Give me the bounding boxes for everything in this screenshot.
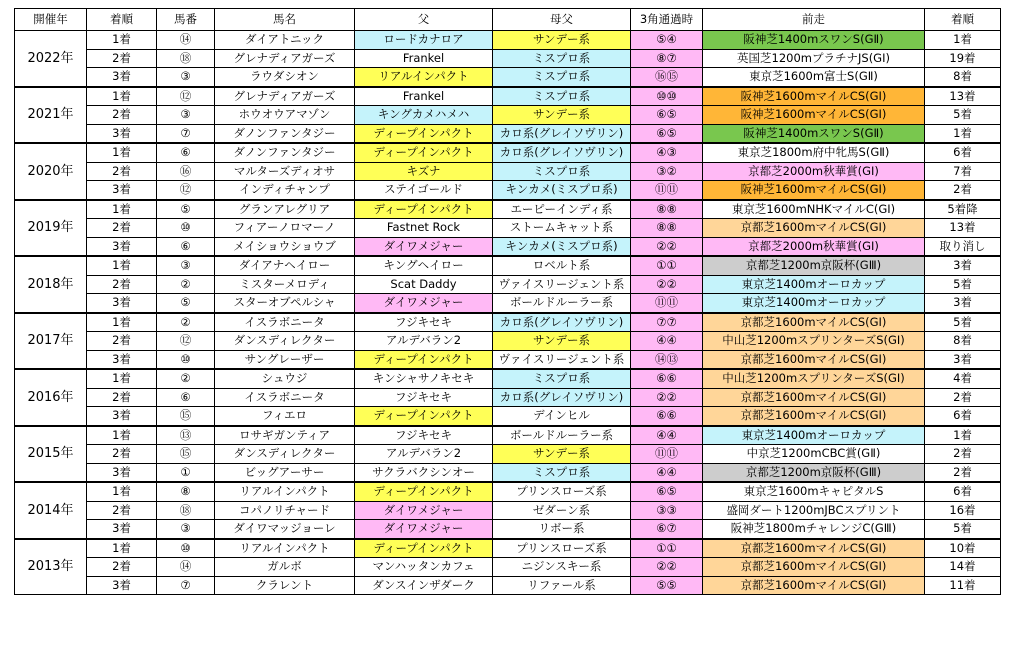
table-row <box>15 332 1001 351</box>
previous-rank-cell: 13着 <box>925 87 1001 106</box>
sire-cell: ディープインパクト <box>355 350 493 369</box>
previous-rank-cell: 11着 <box>925 576 1001 595</box>
dam-sire-cell: ゼダーン系 <box>493 501 631 520</box>
previous-race-cell: 阪神芝1800mチャレンジC(GⅢ) <box>703 520 925 539</box>
horse-number-cell: ② <box>157 313 215 332</box>
horse-number-cell: ⑧ <box>157 482 215 501</box>
dam-sire-cell: プリンスローズ系 <box>493 539 631 558</box>
corner-position-cell: ④③ <box>631 143 703 162</box>
sire-cell: ダンスインザダーク <box>355 576 493 595</box>
sire-cell: ダイワメジャー <box>355 294 493 313</box>
table-row <box>15 219 1001 238</box>
rank-cell: 2着 <box>87 219 157 238</box>
rank-cell: 3着 <box>87 576 157 595</box>
previous-race-cell: 京都芝1600mマイルCS(GⅠ) <box>703 313 925 332</box>
corner-position-cell: ⑥⑤ <box>631 482 703 501</box>
horse-number-cell: ② <box>157 369 215 388</box>
horse-name-cell: リアルインパクト <box>215 482 355 501</box>
sire-cell: キングヘイロー <box>355 256 493 275</box>
table-row <box>15 426 1001 445</box>
dam-sire-cell: ミスプロ系 <box>493 162 631 181</box>
horse-name-cell: スターオブペルシャ <box>215 294 355 313</box>
previous-rank-cell: 5着降 <box>925 200 1001 219</box>
sire-cell: アルデバラン2 <box>355 332 493 351</box>
horse-name-cell: ラウダシオン <box>215 68 355 87</box>
horse-name-cell: ビッグアーサー <box>215 463 355 482</box>
corner-position-cell: ⑯⑮ <box>631 68 703 87</box>
previous-race-cell: 京都芝1600mマイルCS(GⅠ) <box>703 407 925 426</box>
year-cell: 2017年 <box>15 313 87 370</box>
horse-name-cell: フィエロ <box>215 407 355 426</box>
rank-cell: 1着 <box>87 200 157 219</box>
horse-name-cell: インディチャンプ <box>215 181 355 200</box>
horse-name-cell: シュウジ <box>215 369 355 388</box>
year-cell: 2014年 <box>15 482 87 539</box>
previous-race-cell: 東京芝1600m富士S(GⅡ) <box>703 68 925 87</box>
table-row <box>15 237 1001 256</box>
dam-sire-cell: カロ系(グレイソヴリン) <box>493 313 631 332</box>
table-row <box>15 388 1001 407</box>
corner-position-cell: ⑥⑥ <box>631 407 703 426</box>
previous-rank-cell: 2着 <box>925 181 1001 200</box>
rank-cell: 1着 <box>87 369 157 388</box>
rank-cell: 3着 <box>87 237 157 256</box>
previous-race-cell: 英国芝1200mプラチナJS(GⅠ) <box>703 49 925 68</box>
table-row <box>15 313 1001 332</box>
corner-position-cell: ②② <box>631 237 703 256</box>
previous-rank-cell: 7着 <box>925 162 1001 181</box>
rank-cell: 2着 <box>87 558 157 577</box>
previous-race-cell: 中山芝1200mスプリンターズS(GⅠ) <box>703 332 925 351</box>
previous-rank-cell: 19着 <box>925 49 1001 68</box>
horse-name-cell: ダノンファンタジー <box>215 143 355 162</box>
previous-race-cell: 東京芝1600mNHKマイルC(GⅠ) <box>703 200 925 219</box>
table-row <box>15 124 1001 143</box>
rank-cell: 1着 <box>87 87 157 106</box>
previous-rank-cell: 3着 <box>925 256 1001 275</box>
dam-sire-cell: ミスプロ系 <box>493 87 631 106</box>
horse-name-cell: ダイアトニック <box>215 31 355 50</box>
horse-name-cell: メイショウショウブ <box>215 237 355 256</box>
sire-cell: Frankel <box>355 87 493 106</box>
corner-position-cell: ②② <box>631 275 703 294</box>
dam-sire-cell: カロ系(グレイソヴリン) <box>493 124 631 143</box>
previous-race-cell: 中京芝1200mCBC賞(GⅡ) <box>703 445 925 464</box>
corner-position-cell: ⑤④ <box>631 31 703 50</box>
sire-cell: ディープインパクト <box>355 482 493 501</box>
sire-cell: ディープインパクト <box>355 407 493 426</box>
previous-race-cell: 阪神芝1400mスワンS(GⅡ) <box>703 31 925 50</box>
sire-cell: Fastnet Rock <box>355 219 493 238</box>
previous-rank-cell: 13着 <box>925 219 1001 238</box>
previous-rank-cell: 8着 <box>925 68 1001 87</box>
horse-number-cell: ② <box>157 275 215 294</box>
sire-cell: キングカメハメハ <box>355 106 493 125</box>
rank-cell: 1着 <box>87 256 157 275</box>
year-cell: 2013年 <box>15 539 87 595</box>
previous-race-cell: 東京芝1400mオーロカップ <box>703 426 925 445</box>
previous-race-cell: 京都芝1600mマイルCS(GⅠ) <box>703 558 925 577</box>
dam-sire-cell: ミスプロ系 <box>493 369 631 388</box>
header-year: 開催年 <box>15 9 87 31</box>
sire-cell: ダイワメジャー <box>355 237 493 256</box>
dam-sire-cell: ヴァイスリージェント系 <box>493 275 631 294</box>
horse-number-cell: ① <box>157 463 215 482</box>
rank-cell: 3着 <box>87 294 157 313</box>
sire-cell: Frankel <box>355 49 493 68</box>
previous-race-cell: 阪神芝1600mマイルCS(GⅠ) <box>703 181 925 200</box>
horse-number-cell: ⑯ <box>157 162 215 181</box>
dam-sire-cell: キンカメ(ミスプロ系) <box>493 237 631 256</box>
previous-rank-cell: 6着 <box>925 407 1001 426</box>
corner-position-cell: ④④ <box>631 332 703 351</box>
table-row <box>15 256 1001 275</box>
horse-number-cell: ⑭ <box>157 31 215 50</box>
horse-name-cell: グランアレグリア <box>215 200 355 219</box>
table-row <box>15 482 1001 501</box>
corner-position-cell: ⑧⑧ <box>631 219 703 238</box>
horse-number-cell: ⑥ <box>157 143 215 162</box>
previous-race-cell: 京都芝1600mマイルCS(GⅠ) <box>703 388 925 407</box>
horse-number-cell: ③ <box>157 106 215 125</box>
sire-cell: キズナ <box>355 162 493 181</box>
previous-rank-cell: 1着 <box>925 31 1001 50</box>
results-table-wrapper <box>14 8 1001 595</box>
previous-rank-cell: 5着 <box>925 313 1001 332</box>
horse-number-cell: ⑮ <box>157 407 215 426</box>
rank-cell: 3着 <box>87 124 157 143</box>
horse-name-cell: ガルボ <box>215 558 355 577</box>
dam-sire-cell: ボールドルーラー系 <box>493 294 631 313</box>
corner-position-cell: ④④ <box>631 426 703 445</box>
horse-number-cell: ⑫ <box>157 87 215 106</box>
table-row <box>15 49 1001 68</box>
previous-race-cell: 京都芝2000m秋華賞(GⅠ) <box>703 162 925 181</box>
previous-race-cell: 阪神芝1400mスワンS(GⅡ) <box>703 124 925 143</box>
corner-position-cell: ⑪⑪ <box>631 445 703 464</box>
previous-rank-cell: 6着 <box>925 143 1001 162</box>
previous-race-cell: 盛岡ダート1200mJBCスプリント <box>703 501 925 520</box>
sire-cell: キンシャサノキセキ <box>355 369 493 388</box>
rank-cell: 3着 <box>87 350 157 369</box>
horse-number-cell: ⑥ <box>157 388 215 407</box>
horse-number-cell: ⑭ <box>157 558 215 577</box>
sire-cell: ダイワメジャー <box>355 520 493 539</box>
corner-position-cell: ③③ <box>631 501 703 520</box>
rank-cell: 1着 <box>87 31 157 50</box>
sire-cell: ダイワメジャー <box>355 501 493 520</box>
previous-rank-cell: 1着 <box>925 124 1001 143</box>
horse-name-cell: イスラボニータ <box>215 388 355 407</box>
horse-name-cell: グレナディアガーズ <box>215 87 355 106</box>
rank-cell: 1着 <box>87 426 157 445</box>
previous-rank-cell: 2着 <box>925 445 1001 464</box>
rank-cell: 3着 <box>87 520 157 539</box>
horse-number-cell: ⑦ <box>157 124 215 143</box>
rank-cell: 3着 <box>87 181 157 200</box>
previous-race-cell: 阪神芝1600mマイルCS(GⅠ) <box>703 87 925 106</box>
horse-name-cell: グレナディアガーズ <box>215 49 355 68</box>
header-row <box>15 9 1001 31</box>
corner-position-cell: ⑧⑧ <box>631 200 703 219</box>
horse-name-cell: ミスターメロディ <box>215 275 355 294</box>
sire-cell: フジキセキ <box>355 388 493 407</box>
corner-position-cell: ④④ <box>631 463 703 482</box>
sire-cell: ディープインパクト <box>355 200 493 219</box>
table-row <box>15 200 1001 219</box>
previous-race-cell: 東京芝1600mキャピタルS <box>703 482 925 501</box>
rank-cell: 2着 <box>87 275 157 294</box>
previous-rank-cell: 取り消し <box>925 237 1001 256</box>
dam-sire-cell: サンデー系 <box>493 31 631 50</box>
rank-cell: 2着 <box>87 445 157 464</box>
dam-sire-cell: サンデー系 <box>493 445 631 464</box>
rank-cell: 1着 <box>87 313 157 332</box>
previous-race-cell: 京都芝1600mマイルCS(GⅠ) <box>703 219 925 238</box>
rank-cell: 2着 <box>87 49 157 68</box>
sire-cell: サクラバクシンオー <box>355 463 493 482</box>
table-row <box>15 369 1001 388</box>
horse-name-cell: ロサギガンティア <box>215 426 355 445</box>
previous-rank-cell: 5着 <box>925 106 1001 125</box>
year-cell: 2015年 <box>15 426 87 483</box>
corner-position-cell: ③② <box>631 162 703 181</box>
corner-position-cell: ⑪⑪ <box>631 294 703 313</box>
previous-race-cell: 中山芝1200mスプリンターズS(GⅠ) <box>703 369 925 388</box>
table-row <box>15 162 1001 181</box>
corner-position-cell: ⑩⑩ <box>631 87 703 106</box>
dam-sire-cell: リボー系 <box>493 520 631 539</box>
dam-sire-cell: ロベルト系 <box>493 256 631 275</box>
header-horse-name: 馬名 <box>215 9 355 31</box>
sire-cell: フジキセキ <box>355 313 493 332</box>
sire-cell: ディープインパクト <box>355 539 493 558</box>
table-row <box>15 275 1001 294</box>
rank-cell: 1着 <box>87 539 157 558</box>
corner-position-cell: ⑧⑦ <box>631 49 703 68</box>
horse-name-cell: ダイワマッジョーレ <box>215 520 355 539</box>
sire-cell: マンハッタンカフェ <box>355 558 493 577</box>
table-row <box>15 501 1001 520</box>
previous-rank-cell: 2着 <box>925 388 1001 407</box>
corner-position-cell: ⑥⑦ <box>631 520 703 539</box>
previous-rank-cell: 5着 <box>925 275 1001 294</box>
horse-name-cell: フィアーノロマーノ <box>215 219 355 238</box>
previous-rank-cell: 4着 <box>925 369 1001 388</box>
horse-number-cell: ③ <box>157 68 215 87</box>
corner-position-cell: ⑥⑤ <box>631 124 703 143</box>
previous-race-cell: 京都芝1200m京阪杯(GⅢ) <box>703 463 925 482</box>
previous-race-cell: 東京芝1400mオーロカップ <box>703 294 925 313</box>
horse-number-cell: ⑤ <box>157 294 215 313</box>
table-row <box>15 294 1001 313</box>
table-row <box>15 31 1001 50</box>
corner-position-cell: ⑥⑤ <box>631 106 703 125</box>
rank-cell: 1着 <box>87 143 157 162</box>
rank-cell: 3着 <box>87 68 157 87</box>
table-row <box>15 181 1001 200</box>
horse-name-cell: ダンスディレクター <box>215 445 355 464</box>
previous-race-cell: 京都芝1600mマイルCS(GⅠ) <box>703 576 925 595</box>
horse-number-cell: ⑱ <box>157 501 215 520</box>
rank-cell: 2着 <box>87 106 157 125</box>
sire-cell: アルデバラン2 <box>355 445 493 464</box>
rank-cell: 1着 <box>87 482 157 501</box>
rank-cell: 2着 <box>87 332 157 351</box>
dam-sire-cell: サンデー系 <box>493 332 631 351</box>
horse-name-cell: マルターズディオサ <box>215 162 355 181</box>
dam-sire-cell: リファール系 <box>493 576 631 595</box>
previous-rank-cell: 1着 <box>925 426 1001 445</box>
previous-rank-cell: 3着 <box>925 294 1001 313</box>
table-row <box>15 407 1001 426</box>
corner-position-cell: ①① <box>631 256 703 275</box>
year-cell: 2020年 <box>15 143 87 200</box>
dam-sire-cell: デインヒル <box>493 407 631 426</box>
year-cell: 2021年 <box>15 87 87 144</box>
horse-name-cell: ダイアナヘイロー <box>215 256 355 275</box>
corner-position-cell: ②② <box>631 558 703 577</box>
sire-cell: ロードカナロア <box>355 31 493 50</box>
horse-number-cell: ③ <box>157 520 215 539</box>
race-results-table <box>14 8 1001 595</box>
sire-cell: ディープインパクト <box>355 143 493 162</box>
horse-number-cell: ⑫ <box>157 181 215 200</box>
previous-rank-cell: 10着 <box>925 539 1001 558</box>
header-number: 馬番 <box>157 9 215 31</box>
results-body <box>15 31 1001 595</box>
sire-cell: リアルインパクト <box>355 68 493 87</box>
horse-number-cell: ⑮ <box>157 445 215 464</box>
header-sire: 父 <box>355 9 493 31</box>
horse-name-cell: ダンスディレクター <box>215 332 355 351</box>
dam-sire-cell: ミスプロ系 <box>493 463 631 482</box>
dam-sire-cell: ボールドルーラー系 <box>493 426 631 445</box>
corner-position-cell: ①① <box>631 539 703 558</box>
previous-rank-cell: 5着 <box>925 520 1001 539</box>
year-cell: 2019年 <box>15 200 87 257</box>
horse-number-cell: ⑱ <box>157 49 215 68</box>
table-row <box>15 143 1001 162</box>
year-cell: 2018年 <box>15 256 87 313</box>
horse-name-cell: ホウオウアマゾン <box>215 106 355 125</box>
previous-rank-cell: 16着 <box>925 501 1001 520</box>
table-row <box>15 463 1001 482</box>
horse-number-cell: ⑩ <box>157 219 215 238</box>
rank-cell: 2着 <box>87 501 157 520</box>
horse-name-cell: リアルインパクト <box>215 539 355 558</box>
dam-sire-cell: ミスプロ系 <box>493 49 631 68</box>
corner-position-cell: ⑭⑬ <box>631 350 703 369</box>
header-previous-race: 前走 <box>703 9 925 31</box>
table-row <box>15 106 1001 125</box>
horse-name-cell: サングレーザー <box>215 350 355 369</box>
table-row <box>15 68 1001 87</box>
sire-cell: Scat Daddy <box>355 275 493 294</box>
horse-number-cell: ⑥ <box>157 237 215 256</box>
table-row <box>15 445 1001 464</box>
horse-number-cell: ⑦ <box>157 576 215 595</box>
dam-sire-cell: ニジンスキー系 <box>493 558 631 577</box>
dam-sire-cell: カロ系(グレイソヴリン) <box>493 388 631 407</box>
year-cell: 2016年 <box>15 369 87 426</box>
sire-cell: フジキセキ <box>355 426 493 445</box>
previous-race-cell: 東京芝1400mオーロカップ <box>703 275 925 294</box>
table-row <box>15 87 1001 106</box>
horse-name-cell: イスラボニータ <box>215 313 355 332</box>
table-row <box>15 539 1001 558</box>
corner-position-cell: ②② <box>631 388 703 407</box>
sire-cell: ディープインパクト <box>355 124 493 143</box>
previous-race-cell: 京都芝1600mマイルCS(GⅠ) <box>703 350 925 369</box>
rank-cell: 3着 <box>87 407 157 426</box>
previous-race-cell: 東京芝1800m府中牝馬S(GⅡ) <box>703 143 925 162</box>
dam-sire-cell: ストームキャット系 <box>493 219 631 238</box>
table-row <box>15 520 1001 539</box>
previous-race-cell: 京都芝1600mマイルCS(GⅠ) <box>703 539 925 558</box>
header-rank: 着順 <box>87 9 157 31</box>
corner-position-cell: ⑦⑦ <box>631 313 703 332</box>
sire-cell: ステイゴールド <box>355 181 493 200</box>
corner-position-cell: ⑪⑪ <box>631 181 703 200</box>
previous-race-cell: 阪神芝1600mマイルCS(GⅠ) <box>703 106 925 125</box>
dam-sire-cell: カロ系(グレイソヴリン) <box>493 143 631 162</box>
previous-race-cell: 京都芝1200m京阪杯(GⅢ) <box>703 256 925 275</box>
previous-rank-cell: 14着 <box>925 558 1001 577</box>
corner-position-cell: ⑤⑤ <box>631 576 703 595</box>
horse-number-cell: ⑬ <box>157 426 215 445</box>
dam-sire-cell: ヴァイスリージェント系 <box>493 350 631 369</box>
dam-sire-cell: ミスプロ系 <box>493 68 631 87</box>
horse-name-cell: クラレント <box>215 576 355 595</box>
horse-number-cell: ③ <box>157 256 215 275</box>
header-previous-rank: 着順 <box>925 9 1001 31</box>
header-corner-position: 3角通過時 <box>631 9 703 31</box>
corner-position-cell: ⑥⑥ <box>631 369 703 388</box>
previous-rank-cell: 3着 <box>925 350 1001 369</box>
horse-number-cell: ⑤ <box>157 200 215 219</box>
rank-cell: 2着 <box>87 162 157 181</box>
rank-cell: 3着 <box>87 463 157 482</box>
rank-cell: 2着 <box>87 388 157 407</box>
previous-rank-cell: 2着 <box>925 463 1001 482</box>
table-row <box>15 558 1001 577</box>
horse-name-cell: コパノリチャード <box>215 501 355 520</box>
year-cell: 2022年 <box>15 31 87 87</box>
table-row <box>15 350 1001 369</box>
dam-sire-cell: プリンスローズ系 <box>493 482 631 501</box>
horse-name-cell: ダノンファンタジー <box>215 124 355 143</box>
horse-number-cell: ⑫ <box>157 332 215 351</box>
previous-rank-cell: 8着 <box>925 332 1001 351</box>
dam-sire-cell: サンデー系 <box>493 106 631 125</box>
previous-race-cell: 京都芝2000m秋華賞(GⅠ) <box>703 237 925 256</box>
table-row <box>15 576 1001 595</box>
horse-number-cell: ⑩ <box>157 350 215 369</box>
previous-rank-cell: 6着 <box>925 482 1001 501</box>
horse-number-cell: ⑩ <box>157 539 215 558</box>
dam-sire-cell: エーピーインディ系 <box>493 200 631 219</box>
dam-sire-cell: キンカメ(ミスプロ系) <box>493 181 631 200</box>
header-dam-sire: 母父 <box>493 9 631 31</box>
